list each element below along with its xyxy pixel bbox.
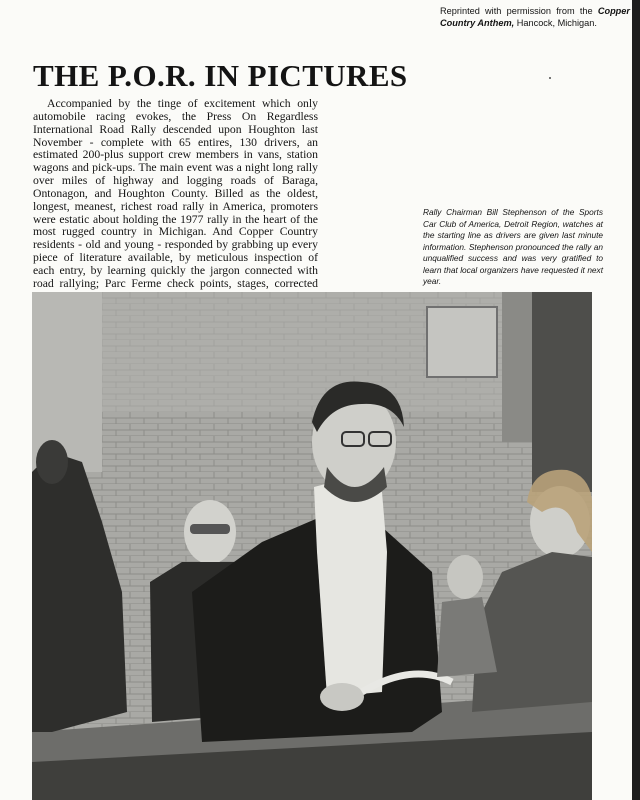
article-title: THE P.O.R. IN PICTURES (33, 58, 408, 93)
credit-publication: Copper Country Anthem, (440, 6, 630, 28)
rally-photo-illustration (32, 292, 592, 800)
rally-photo (32, 292, 592, 800)
body-paragraph-1: Accompanied by the tinge of excitement which only automobile racing evokes, the Press On Regardless International Road Rally descended upon Houghton last November - complete with 65 entires, 130 drivers, an estimated 200-plus support crew members in vans, station wagons and pick-ups. The main event was a night long rally over miles of highway and logging roads of Baraga, Ontonagon, and Houghton County. Billed as the oldest, longest, meanest, richest road rally in America, promoters were estatic about holding the 1977 rally in the heart of the most rugged country in Michigan. And Copper Country residents - old and young - responded by grabbing up every piece of literature available, by meticulous inspection of each entry, by learning quickly the jargon connected with road rallying; Parc Ferme check points, stages, corrected (33, 97, 318, 290)
reprint-credit (440, 6, 630, 29)
credit-suffix: Hancock, Michigan. (516, 17, 597, 28)
credit-prefix: Reprinted with permission from the (440, 6, 593, 16)
print-speck (549, 77, 551, 79)
photo-caption: Rally Chairman Bill Stephenson of the Sports Car Club of America, Detroit Region, watches at the starting line as drivers are given last minute information. Stephenson pronounced the rally an unqualified success and was very gratified to learn that local organizers have requested it next year. (423, 207, 603, 286)
page-edge (632, 0, 640, 800)
